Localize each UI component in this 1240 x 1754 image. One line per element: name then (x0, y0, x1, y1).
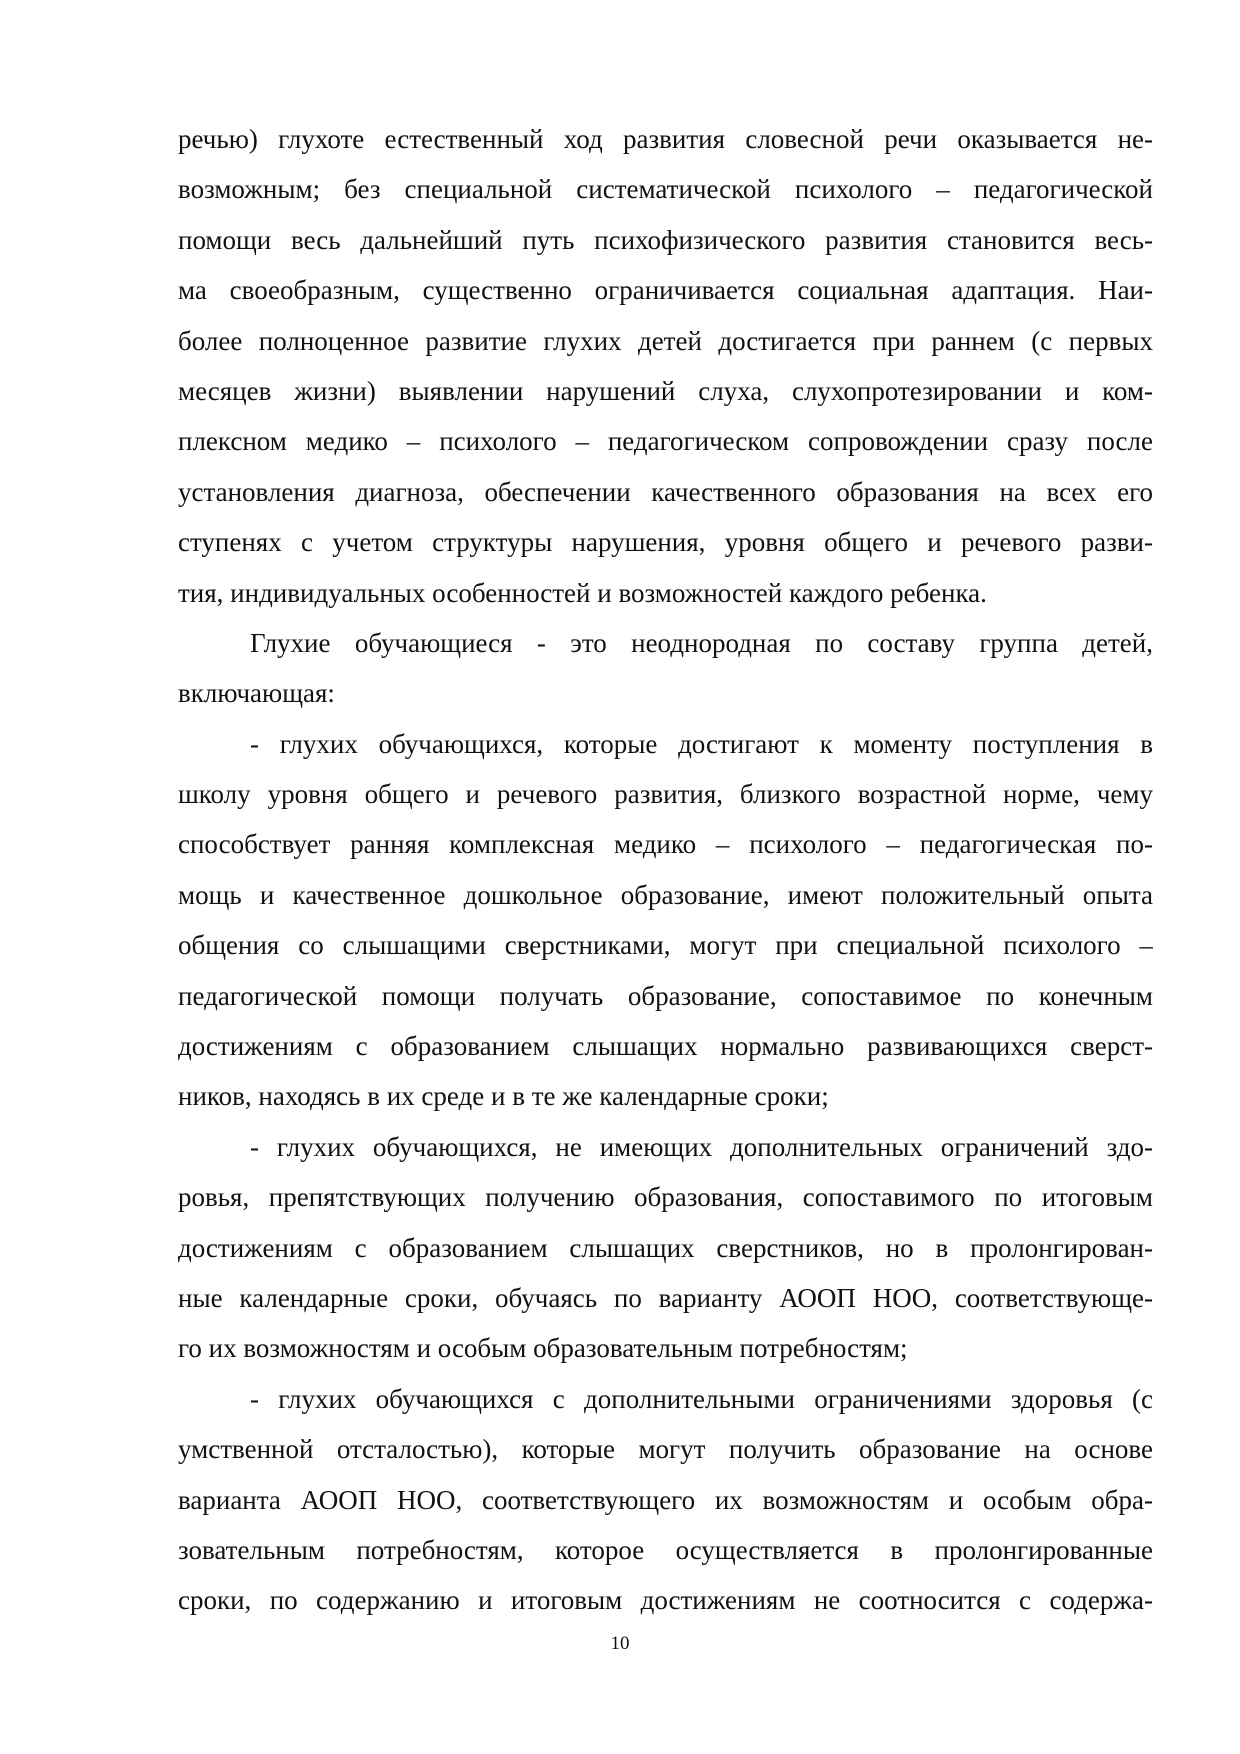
text-line: ступенях с учетом структуры нарушения, уровня общего и речевого разви- (178, 527, 1153, 558)
paragraph (178, 618, 1153, 719)
text-line: ма своеобразным, существенно ограничивается социальная адаптация. Наи- (178, 275, 1153, 306)
text-line: включающая: (178, 678, 335, 709)
text-line: школу уровня общего и речевого развития, близкого возрастной норме, чему (178, 779, 1153, 810)
text-line: го их возможностям и особым образовательным потребностям; (178, 1333, 908, 1364)
paragraph (178, 1374, 1153, 1626)
page-number: 10 (610, 1633, 630, 1654)
text-line: педагогической помощи получать образование, сопоставимое по конечным (178, 980, 1153, 1011)
text-line: установления диагноза, обеспечении качественного образования на всех его (178, 476, 1153, 507)
text-line: способствует ранняя комплексная медико – психолого – педагогическая по- (178, 829, 1153, 860)
text-line: умственной отсталостью), которые могут получить образование на основе (178, 1434, 1153, 1465)
text-line: - глухих обучающихся с дополнительными ограничениями здоровья (с (250, 1383, 1153, 1414)
text-line: тия, индивидуальных особенностей и возможностей каждого ребенка. (178, 577, 987, 608)
text-line: более полноценное развитие глухих детей достигается при раннем (с первых (178, 325, 1153, 356)
text-line: - глухих обучающихся, которые достигают к моменту поступления в (250, 728, 1153, 759)
text-line: ные календарные сроки, обучаясь по варианту АООП НОО, соответствующе- (178, 1282, 1153, 1313)
text-line: общения со слышащими сверстниками, могут при специальной психолого – (178, 930, 1153, 961)
text-line: месяцев жизни) выявлении нарушений слуха, слухопротезировании и ком- (178, 375, 1153, 406)
paragraph (178, 114, 1153, 618)
text-line: плексном медико – психолого – педагогическом сопровождении сразу после (178, 426, 1153, 457)
text-line: ников, находясь в их среде и в те же календарные сроки; (178, 1081, 829, 1112)
text-line: мощь и качественное дошкольное образование, имеют положительный опыта (178, 879, 1153, 910)
text-line: достижениям с образованием слышащих сверстников, но в пролонгирован- (178, 1232, 1153, 1263)
text-line: возможным; без специальной систематической психолого – педагогической (178, 174, 1153, 205)
text-line: помощи весь дальнейший путь психофизического развития становится весь- (178, 224, 1153, 255)
text-line: достижениям с образованием слышащих нормально развивающихся сверст- (178, 1031, 1153, 1062)
text-line: ровья, препятствующих получению образования, сопоставимого по итоговым (178, 1182, 1153, 1213)
paragraph (178, 1122, 1153, 1374)
text-line: варианта АООП НОО, соответствующего их возможностям и особым обра- (178, 1484, 1153, 1515)
text-line: - глухих обучающихся, не имеющих дополнительных ограничений здо- (250, 1131, 1153, 1162)
text-line: Глухие обучающиеся - это неоднородная по составу группа детей, (250, 627, 1153, 658)
text-line: зовательным потребностям, которое осуществляется в пролонгированные (178, 1534, 1153, 1565)
text-line: сроки, по содержанию и итоговым достижениям не соотносится с содержа- (178, 1585, 1153, 1616)
body-text (178, 114, 1153, 1626)
paragraph (178, 719, 1153, 1122)
text-line: речью) глухоте естественный ход развития словесной речи оказывается не- (178, 124, 1153, 154)
